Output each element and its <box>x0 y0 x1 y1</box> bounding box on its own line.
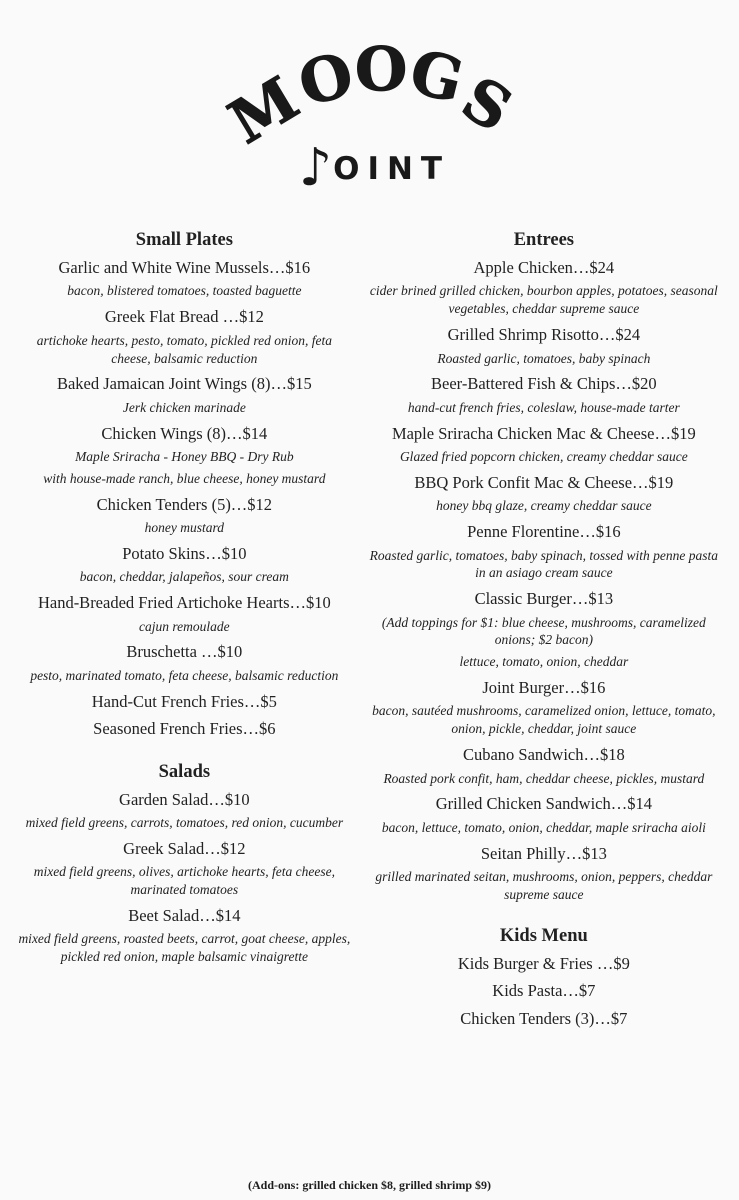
menu-item-name: Seitan Philly…$13 <box>480 843 607 863</box>
menu-item-description: Maple Sriracha - Honey BBQ - Dry Rub <box>75 449 294 464</box>
menu-item-description: bacon, cheddar, jalapeños, sour cream <box>79 569 289 585</box>
menu-item-name: Potato Skins…$10 <box>122 543 247 563</box>
menu-item-name: Apple Chicken…$24 <box>473 258 615 277</box>
menu-item-name: Greek Flat Bread …$12 <box>104 307 264 327</box>
menu-item-name: Joint Burger…$16 <box>482 678 606 697</box>
menu-section <box>364 926 724 1029</box>
menu-item-name: Garlic and White Wine Mussels…$16 <box>58 258 311 277</box>
section-title: Small Plates <box>135 230 233 250</box>
logo-word-joint <box>299 138 450 198</box>
menu-item-description: mixed field greens, roasted beets, carrot, goat cheese, apples, pickled red onion, maple balsamic vinaigrette <box>18 931 351 965</box>
menu-item-name: Hand-Cut French Fries…$5 <box>91 691 277 711</box>
menu-item-name: BBQ Pork Confit Mac & Cheese…$19 <box>414 472 674 492</box>
section-title: Kids Menu <box>499 925 588 946</box>
menu-item-description: bacon, sautéed mushrooms, caramelized onion, lettuce, tomato, onion, pickle, cheddar, joint sauce <box>372 703 716 737</box>
menu-item-name: Classic Burger…$13 <box>474 589 614 609</box>
logo-word-joint-text: OINT <box>333 151 451 187</box>
menu-item-name: Seasoned French Fries…$6 <box>93 719 276 739</box>
logo-letter: G <box>402 36 470 118</box>
logo-letter: S <box>449 63 524 147</box>
menu-column-left <box>10 224 359 1033</box>
section-title: Salads <box>158 761 211 782</box>
menu-item-description: (Add toppings for $1: blue cheese, mushrooms, caramelized onions; $2 bacon) <box>381 614 706 648</box>
menu-item-description: honey mustard <box>144 520 225 536</box>
logo-letter: O <box>291 39 361 121</box>
menu-item-description: Roasted pork confit, ham, cheddar cheese, pickles, mustard <box>383 770 705 786</box>
menu-item-name: Bruschetta …$10 <box>126 642 243 662</box>
addons-note: (Add-ons: grilled chicken $8, grilled shrimp $9) <box>247 1178 491 1192</box>
menu-item-name: Beer-Battered Fish & Chips…$20 <box>431 374 657 394</box>
menu-item-description: Roasted garlic, tomatoes, baby spinach, tossed with penne pasta in an asiago cream sauce <box>369 547 719 581</box>
menu-item-description: cajun remoulade <box>139 618 230 634</box>
menu-item-name: Grilled Shrimp Risotto…$24 <box>447 325 641 345</box>
menu-item-name: Maple Sriracha Chicken Mac & Cheese…$19 <box>391 423 696 443</box>
menu-item-name: Hand-Breaded Fried Artichoke Hearts…$10 <box>37 593 331 613</box>
menu-item-description: pesto, marinated tomato, feta cheese, balsamic reduction <box>30 667 339 683</box>
menu-columns <box>0 224 739 1033</box>
menu-item-name: Kids Burger & Fries …$9 <box>457 953 630 973</box>
music-note-icon: ♪ <box>298 138 333 198</box>
restaurant-logo <box>0 0 739 198</box>
menu-section <box>364 230 724 904</box>
section-title: Entrees <box>513 230 574 250</box>
menu-item-name: Grilled Chicken Sandwich…$14 <box>435 794 652 814</box>
menu-section <box>18 762 351 966</box>
menu-item-name: Greek Salad…$12 <box>123 838 246 858</box>
menu-item-name: Beet Salad…$14 <box>128 905 241 925</box>
menu-item-description: Glazed fried popcorn chicken, creamy cheddar sauce <box>399 449 688 464</box>
logo-letter: O <box>354 34 409 106</box>
menu-item-description: mixed field greens, olives, artichoke hearts, feta cheese, marinated tomatoes <box>33 864 335 897</box>
menu-item-name: Baked Jamaican Joint Wings (8)…$15 <box>56 374 312 394</box>
menu-item-description: Roasted garlic, tomatoes, baby spinach <box>437 350 651 366</box>
menu-item-name: Garden Salad…$10 <box>119 789 250 809</box>
menu-item-description: lettuce, tomato, onion, cheddar <box>459 654 629 670</box>
menu-item-description: honey bbq glaze, creamy cheddar sauce <box>436 498 652 514</box>
menu-item-description: bacon, blistered tomatoes, toasted baguette <box>67 283 302 299</box>
menu-item-name: Chicken Wings (8)…$14 <box>101 423 268 443</box>
menu-item-name: Chicken Tenders (5)…$12 <box>96 494 273 514</box>
menu-item-description: hand-cut french fries, coleslaw, house-made tarter <box>407 399 680 415</box>
menu-section <box>18 230 351 740</box>
menu-item-description: bacon, lettuce, tomato, onion, cheddar, maple sriracha aioli <box>381 819 706 835</box>
menu-item-name: Cubano Sandwich…$18 <box>462 745 625 765</box>
menu-item-name: Penne Florentine…$16 <box>467 522 621 542</box>
menu-item-description: grilled marinated seitan, mushrooms, onion, peppers, cheddar supreme sauce <box>375 869 713 902</box>
menu-item-description: mixed field greens, carrots, tomatoes, red onion, cucumber <box>25 814 344 830</box>
menu-item-description: cider brined grilled chicken, bourbon apples, potatoes, seasonal vegetables, cheddar supreme sauce <box>369 283 718 317</box>
menu-item-name: Chicken Tenders (3)…$7 <box>460 1008 628 1028</box>
logo-letter: M <box>217 63 311 159</box>
menu-item-description: with house-made ranch, blue cheese, honey mustard <box>43 470 326 486</box>
menu-item-description: artichoke hearts, pesto, tomato, pickled red onion, feta cheese, balsamic reduction <box>36 332 333 366</box>
menu-item-description: Jerk chicken marinade <box>122 399 246 415</box>
menu-item-name: Kids Pasta…$7 <box>492 981 596 1001</box>
menu-column-right <box>359 224 729 1033</box>
